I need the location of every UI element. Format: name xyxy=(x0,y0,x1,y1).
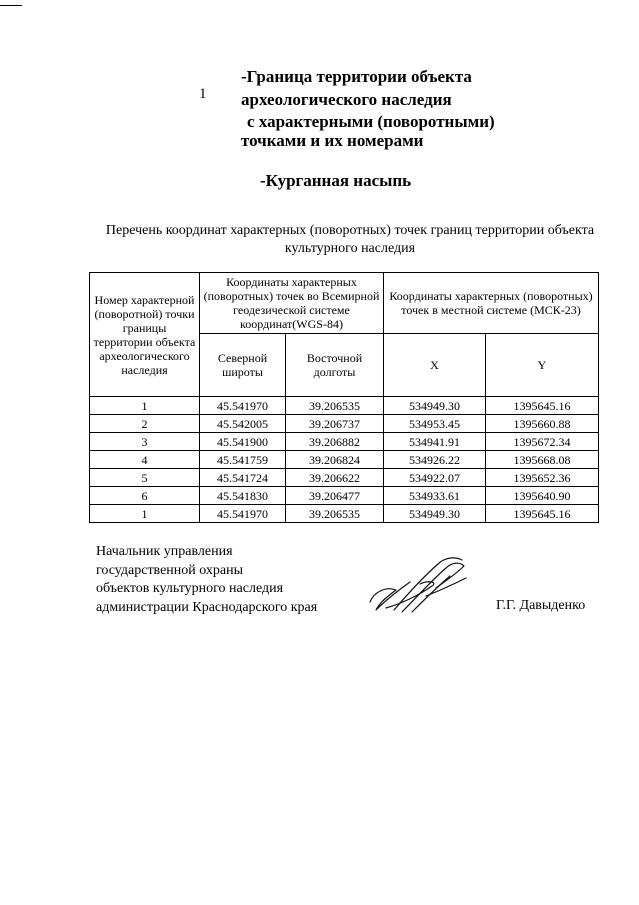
signatory-position xyxy=(96,543,317,617)
cell-point: 4 xyxy=(90,451,200,469)
cell-point: 5 xyxy=(90,469,200,487)
legend-boundary-line1: -Граница территории объекта xyxy=(241,67,472,86)
cell-x: 534953.45 xyxy=(384,415,486,433)
signatory-position-line1: Начальник управления xyxy=(96,544,233,559)
signatory-name: Г.Г. Давыденко xyxy=(496,598,586,613)
document-title: Перечень координат характерных (поворотных) точек границ территории объекта культурного наследия xyxy=(105,223,595,256)
header-longitude: Восточной долготы xyxy=(286,334,384,397)
table-row xyxy=(90,505,599,523)
cell-point: 1 xyxy=(90,397,200,415)
cell-x: 534926.22 xyxy=(384,451,486,469)
cell-longitude: 39.206882 xyxy=(286,433,384,451)
cell-x: 534949.30 xyxy=(384,397,486,415)
cell-latitude: 45.541970 xyxy=(200,505,286,523)
cell-x: 534922.07 xyxy=(384,469,486,487)
table-row xyxy=(90,397,599,415)
cell-y: 1395645.16 xyxy=(486,505,599,523)
top-rule xyxy=(0,5,22,6)
cell-latitude: 45.541724 xyxy=(200,469,286,487)
cell-latitude: 45.541900 xyxy=(200,433,286,451)
table-body xyxy=(90,397,599,523)
table-row xyxy=(90,415,599,433)
header-msk23-group: Координаты характерных (поворотных) точек в местной системе (МСК-23) xyxy=(384,273,599,334)
table-row xyxy=(90,469,599,487)
cell-latitude: 45.542005 xyxy=(200,415,286,433)
cell-point: 2 xyxy=(90,415,200,433)
cell-y: 1395645.16 xyxy=(486,397,599,415)
header-wgs84-group: Координаты характерных (поворотных) точек во Всемирной геодезической системе координат(WGS-84) xyxy=(200,273,384,334)
cell-point: 1 xyxy=(90,505,200,523)
cell-longitude: 39.206737 xyxy=(286,415,384,433)
cell-y: 1395652.36 xyxy=(486,469,599,487)
cell-longitude: 39.206622 xyxy=(286,469,384,487)
legend-boundary-line3: с характерными (поворотными) xyxy=(247,112,495,131)
cell-longitude: 39.206535 xyxy=(286,397,384,415)
legend-boundary-line2: археологического наследия xyxy=(241,90,452,109)
table-row xyxy=(90,451,599,469)
cell-longitude: 39.206824 xyxy=(286,451,384,469)
handwritten-signature xyxy=(366,552,478,618)
header-point-number: Номер характерной (поворотной) точки границы территории объекта археологического наследия xyxy=(90,273,200,397)
signatory-position-line4: администрации Краснодарского края xyxy=(96,599,318,615)
legend-boundary-line4: точками и их номерами xyxy=(241,131,424,150)
legend-mound: -Курганная насыпь xyxy=(260,171,412,190)
cell-latitude: 45.541759 xyxy=(200,451,286,469)
cell-latitude: 45.541970 xyxy=(200,397,286,415)
cell-x: 534941.91 xyxy=(384,433,486,451)
table-row xyxy=(90,487,599,505)
legend-marker: 1 xyxy=(199,86,207,102)
cell-longitude: 39.206477 xyxy=(286,487,384,505)
header-y: Y xyxy=(486,334,599,397)
header-latitude: Северной широты xyxy=(200,334,286,397)
cell-point: 3 xyxy=(90,433,200,451)
cell-x: 534949.30 xyxy=(384,505,486,523)
cell-y: 1395640.90 xyxy=(486,487,599,505)
cell-longitude: 39.206535 xyxy=(286,505,384,523)
cell-latitude: 45.541830 xyxy=(200,487,286,505)
cell-y: 1395668.08 xyxy=(486,451,599,469)
signatory-position-line3: объектов культурного наследия xyxy=(96,581,284,596)
cell-point: 6 xyxy=(90,487,200,505)
header-x: X xyxy=(384,334,486,397)
table-row xyxy=(90,433,599,451)
cell-x: 534933.61 xyxy=(384,487,486,505)
cell-y: 1395660.88 xyxy=(486,415,599,433)
coordinates-table xyxy=(89,272,599,523)
signatory-position-line2: государственной охраны xyxy=(96,562,244,578)
cell-y: 1395672.34 xyxy=(486,433,599,451)
